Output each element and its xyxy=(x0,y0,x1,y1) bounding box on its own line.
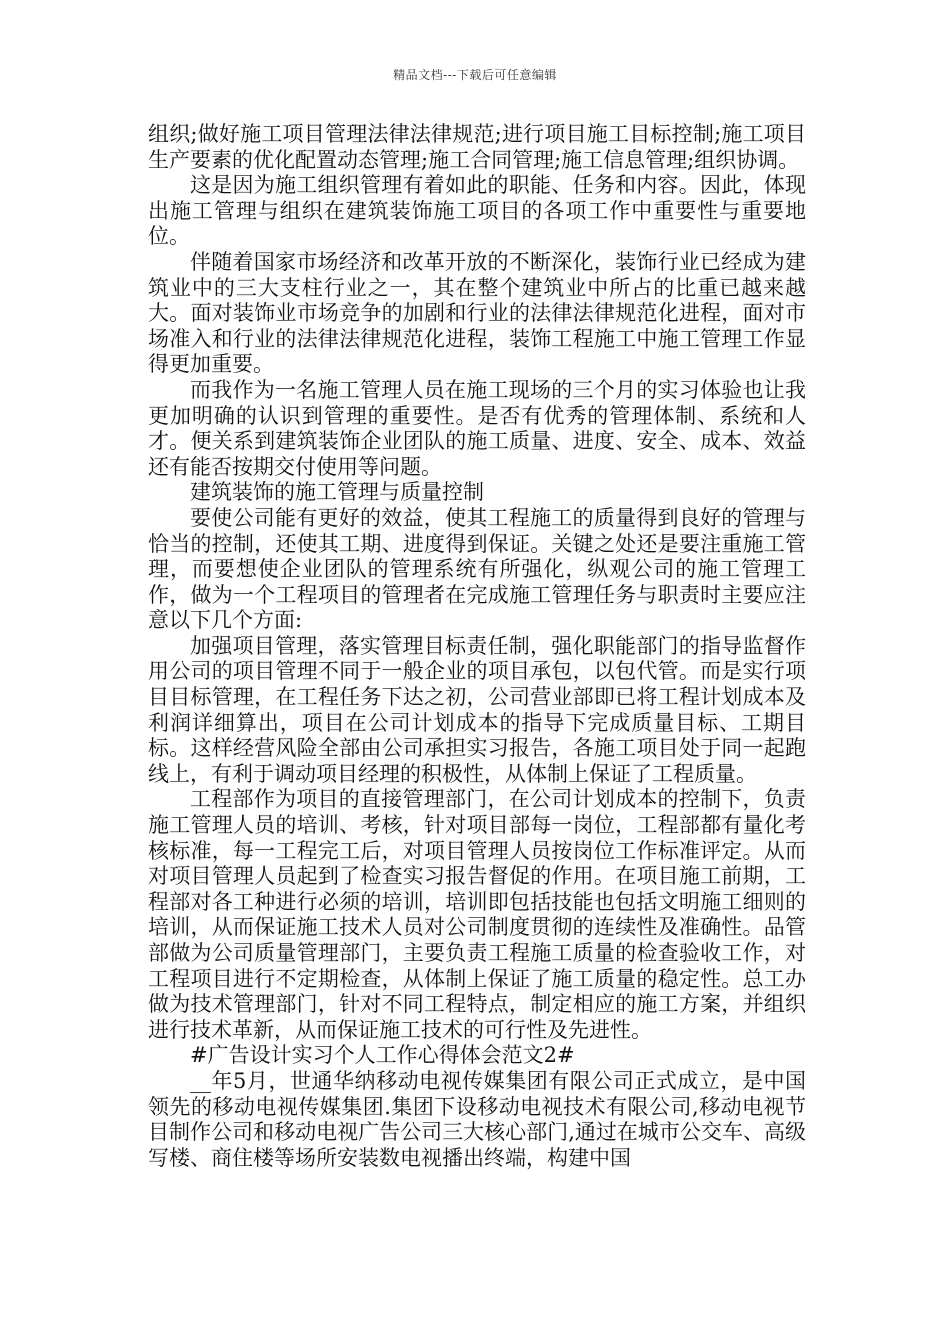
paragraph: __年5月，世通华纳移动电视传媒集团有限公司正式成立，是中国领先的移动电视传媒集团.集团下设移动电视技术有限公司,移动电视节目制作公司和移动电视广告公司三大核心部门,通过在城市公交车、高级写楼、商住楼等场所安装数电视播出终端，构建中国 xyxy=(148,1068,806,1170)
paragraph: 而我作为一名施工管理人员在施工现场的三个月的实习体验也让我更加明确的认识到管理的重要性。是否有优秀的管理体制、系统和人才。便关系到建筑装饰企业团队的施工质量、进度、安全、成本、效益还有能否按期交付使用等问题。 xyxy=(148,377,806,479)
section-heading: #广告设计实习个人工作心得体会范文2# xyxy=(190,1043,575,1068)
page-header: 精品文档---下载后可任意编辑 xyxy=(393,68,557,82)
paragraph: 伴随着国家市场经济和改革开放的不断深化，装饰行业已经成为建筑业中的三大支柱行业之一，其在整个建筑业中所占的比重已越来越大。面对装饰业市场竞争的加剧和行业的法律法律规范化进程，面对市场准入和行业的法律法律规范化进程，装饰工程施工中施工管理工作显得更加重要。 xyxy=(148,249,806,377)
paragraph: 要使公司能有更好的效益，使其工程施工的质量得到良好的管理与恰当的控制，还使其工期、进度得到保证。关键之处还是要注重施工管理，而要想使企业团队的管理系统有所强化，纵观公司的施工管理工作，做为一个工程项目的管理者在完成施工管理任务与职责时主要应注意以下几个方面: xyxy=(148,505,806,633)
paragraph: 加强项目管理，落实管理目标责任制，强化职能部门的指导监督作用公司的项目管理不同于一般企业的项目承包，以包代管。而是实行项目目标管理，在工程任务下达之初，公司营业部即已将工程计划成本及利润详细算出，项目在公司计划成本的指导下完成质量目标、工期目标。这样经营风险全部由公司承担实习报告，各施工项目处于同一起跑线上，有利于调动项目经理的积极性，从体制上保证了工程质量。 xyxy=(148,633,806,786)
section-heading: 建筑装饰的施工管理与质量控制 xyxy=(190,480,484,505)
paragraph-continuation: 组织;做好施工项目管理法律法律规范;进行项目施工目标控制;施工项目生产要素的优化配置动态管理;施工合同管理;施工信息管理;组织协调。 xyxy=(148,122,806,172)
document-body xyxy=(148,122,806,1171)
paragraph: 工程部作为项目的直接管理部门，在公司计划成本的控制下，负责施工管理人员的培训、考核，针对项目部每一岗位，工程部都有量化考核标准，每一工程完工后，对项目管理人员按岗位工作标准评定。从而对项目管理人员起到了检查实习报告督促的作用。在项目施工前期，工程部对各工种进行必须的培训，培训即包括技能也包括文明施工细则的培训，从而保证施工技术人员对公司制度贯彻的连续性及准确性。品管部做为公司质量管理部门，主要负责工程施工质量的检查验收工作，对工程项目进行不定期检查，从体制上保证了施工质量的稳定性。总工办做为技术管理部门，针对不同工程特点，制定相应的施工方案，并组织进行技术革新，从而保证施工技术的可行性及先进性。 xyxy=(148,787,806,1042)
paragraph: 这是因为施工组织管理有着如此的职能、任务和内容。因此，体现出施工管理与组织在建筑装饰施工项目的各项工作中重要性与重要地位。 xyxy=(148,173,806,249)
